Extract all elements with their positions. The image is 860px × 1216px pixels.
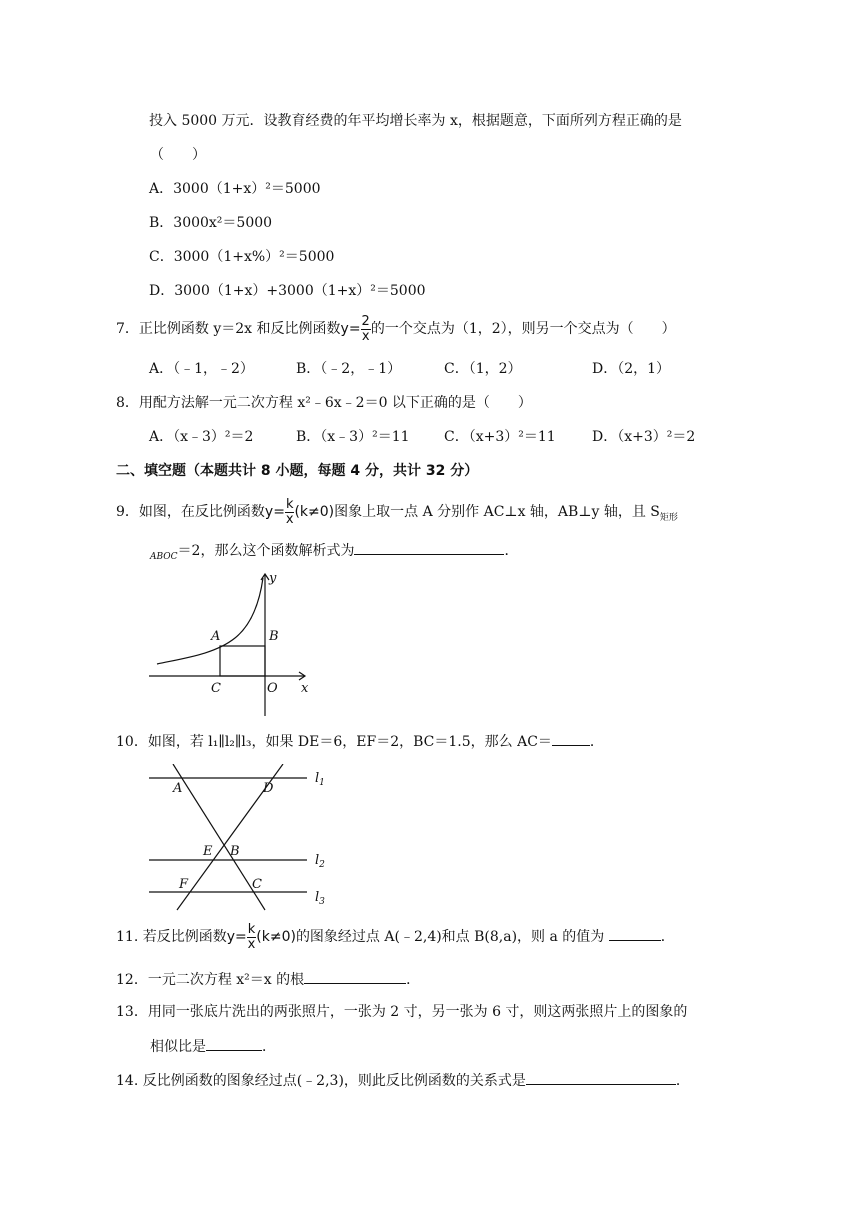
q7-fraction [361, 315, 371, 344]
q10-label-b: B [230, 844, 240, 859]
q11-condition: (k≠0) [256, 929, 296, 945]
q6-option-b: B．3000x²＝5000 [149, 215, 273, 231]
q9-stem [116, 497, 678, 533]
q9-figure [145, 570, 320, 718]
q8-option-c: C．（x+3）²＝11 [444, 429, 556, 445]
q7-option-d: D．（2，1） [592, 361, 671, 377]
q10-answer-blank[interactable] [552, 731, 590, 746]
q14-answer-blank[interactable] [526, 1070, 676, 1085]
q9-condition: (k≠0) [294, 504, 335, 520]
q10-end: ． [589, 734, 604, 750]
q6-option-a: A．3000（1+x）²＝5000 [149, 181, 321, 197]
q12-end: ． [406, 972, 421, 988]
q9-rectangle-abox [220, 646, 265, 676]
q8-option-b: B．（x﹣3）²＝11 [296, 429, 410, 445]
q10-stem [116, 731, 604, 752]
q11-fraction-den: x [247, 936, 256, 952]
q9-answer-blank[interactable] [354, 540, 504, 555]
q9-label-b: B [269, 629, 279, 644]
q9-subscript-rect: 矩形 [659, 512, 678, 523]
q11-answer-blank[interactable] [609, 926, 661, 941]
q13-line2 [150, 1036, 276, 1057]
q14-end: ． [675, 1073, 690, 1089]
q7-stem [116, 314, 676, 344]
q9-label-x: x [301, 681, 309, 696]
section2-heading: 二、填空题（本题共计 8 小题，每题 4 分，共计 32 分） [116, 463, 479, 479]
q11-stem-pre: 11. 若反比例函数 [116, 929, 227, 945]
q11-fn-y: y= [226, 929, 247, 945]
q7-option-a: A．（﹣1，﹣2） [149, 361, 254, 377]
q8-stem: 8．用配方法解一元二次方程 x²﹣6x﹣2＝0 以下正确的是（ ） [116, 395, 532, 411]
q10-label-c: C [252, 877, 262, 892]
q9-stem-post: 图象上取一点 A 分别作 AC⊥x 轴，AB⊥y 轴，且 S [334, 504, 660, 520]
q6-option-d: D．3000（1+x）+3000（1+x）²＝5000 [149, 283, 426, 299]
q8-option-a: A．（x﹣3）²＝2 [149, 429, 254, 445]
q11-fraction [247, 923, 257, 952]
q14-stem-text: 14. 反比例函数的图象经过点(﹣2,3)，则此反比例函数的关系式是 [116, 1073, 526, 1089]
q9-label-y: y [269, 571, 277, 586]
q12-stem [116, 969, 420, 990]
q7-stem-pre: 7．正比例函数 y＝2x 和反比例函数 [116, 321, 341, 337]
q14-stem [116, 1070, 690, 1091]
q10-label-l1: $l_1$ [315, 771, 325, 788]
q13-end: ． [262, 1039, 276, 1055]
q9-line2 [150, 540, 518, 567]
q7-option-c: C．（1，2） [444, 361, 522, 377]
q10-label-a: A [173, 781, 183, 796]
q9-end: ． [504, 543, 519, 559]
q10-label-l2: $l_2$ [315, 853, 325, 870]
q9-fn-y: y= [264, 504, 285, 520]
q11-stem [116, 922, 675, 952]
q9-label-a: A [211, 629, 221, 644]
q9-line2-text: ＝2，那么这个函数解析式为 [177, 543, 355, 559]
q11-end: ． [660, 929, 675, 945]
q7-option-b: B．（﹣2，﹣1） [296, 361, 402, 377]
q7-fraction-den: x [361, 328, 370, 344]
q9-fraction-den: x [285, 511, 294, 527]
q9-label-o: O [267, 681, 278, 696]
q6-answer-paren: （ ） [150, 147, 206, 163]
q10-label-e: E [203, 844, 213, 859]
q11-stem-post: 的图象经过点 A(﹣2,4)和点 B(8,a)，则 a 的值为 [295, 929, 605, 945]
q13-line1: 13．用同一张底片洗出的两张照片，一张为 2 寸，另一张为 6 寸，则这两张照片上的图象的 [116, 1004, 688, 1020]
q10-label-d: D [263, 781, 274, 796]
q12-stem-text: 12．一元二次方程 x²＝x 的根 [116, 972, 305, 988]
q9-stem-pre: 9．如图，在反比例函数 [116, 504, 265, 520]
q6-stem-line1: 投入 5000 万元．设教育经费的年平均增长率为 x，根据题意，下面所列方程正确的是 [149, 113, 682, 129]
q11-fraction-num: k [247, 921, 256, 937]
q12-answer-blank[interactable] [304, 969, 406, 984]
q7-stem-post: 的一个交点为（1，2），则另一个交点为（ ） [370, 321, 676, 337]
q7-fraction-num: 2 [361, 313, 370, 329]
q6-option-c: C．3000（1+x%）²＝5000 [149, 249, 335, 265]
q13-line2-text: 相似比是 [150, 1039, 206, 1055]
q9-subscript-aboc: ABOC [150, 551, 178, 562]
q10-label-l3: $l_3$ [315, 890, 325, 907]
q7-fn-y: y= [340, 321, 361, 337]
q8-option-d: D．（x+3）²＝2 [592, 429, 696, 445]
q13-answer-blank[interactable] [206, 1036, 262, 1051]
q10-label-f: F [179, 877, 189, 892]
q10-stem-text: 10．如图，若 l₁∥l₂∥l₃，如果 DE＝6，EF＝2，BC＝1.5，那么 AC＝ [116, 734, 552, 750]
q9-fraction-num: k [285, 496, 294, 512]
q9-hyperbola-curve [157, 578, 263, 664]
q10-figure [145, 764, 345, 914]
q9-label-c: C [211, 681, 221, 696]
